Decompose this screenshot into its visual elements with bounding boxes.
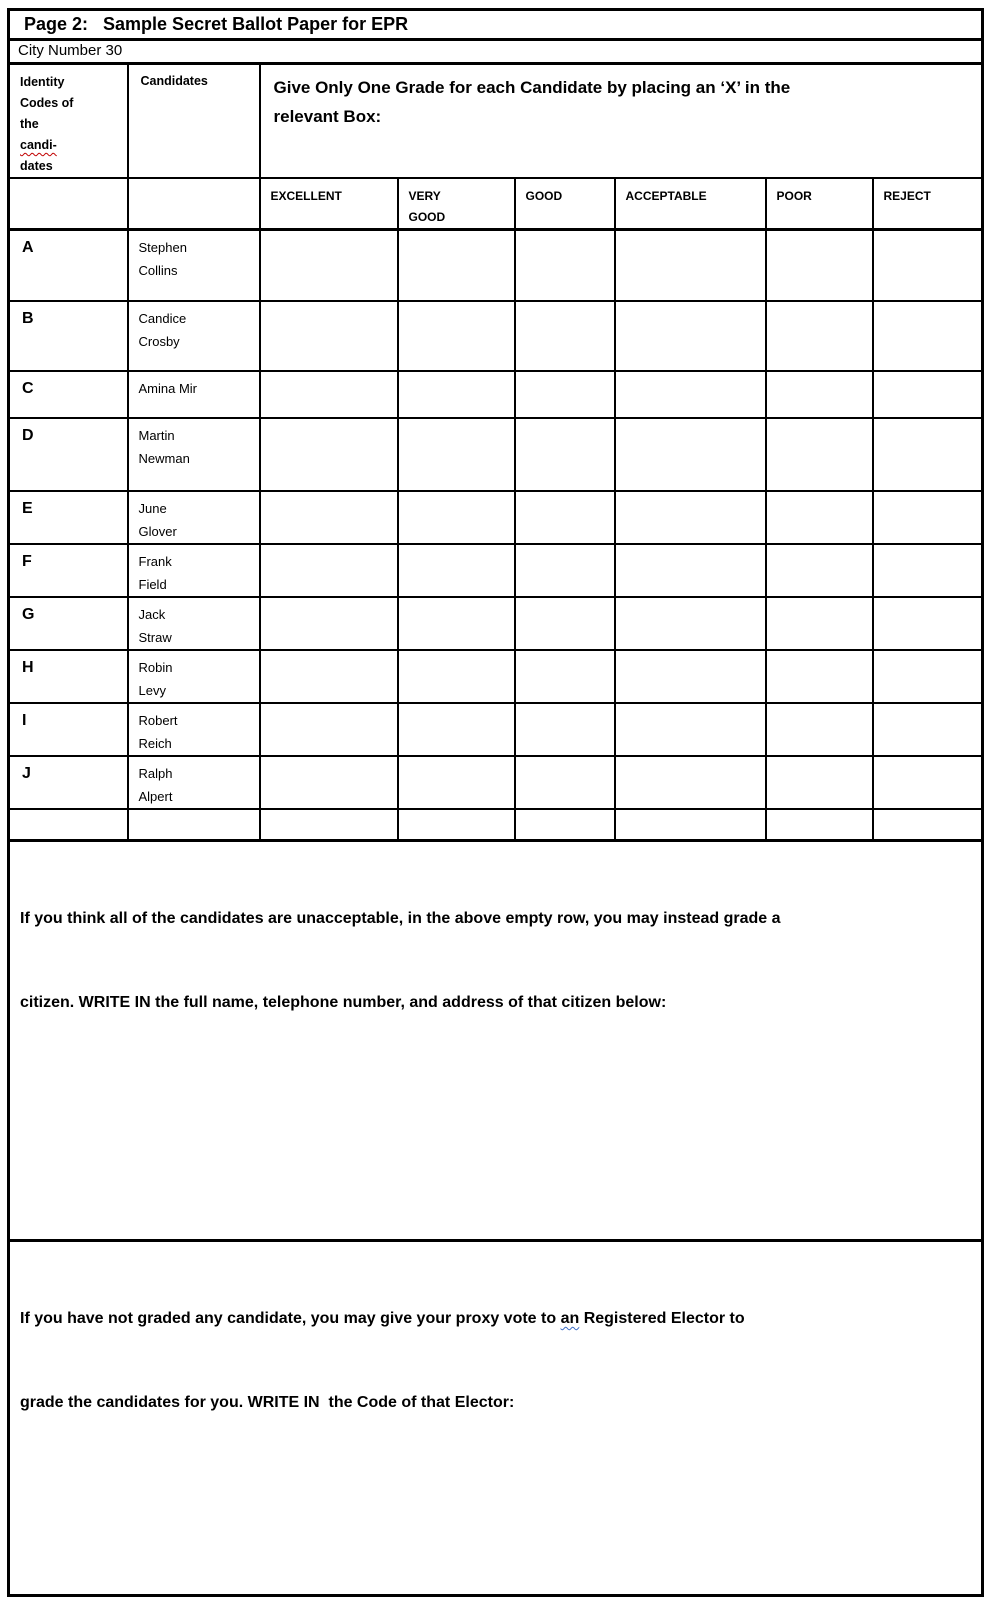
grade-header-reject: REJECT: [873, 178, 983, 230]
proxy-instruction-line1: If you have not graded any candidate, you may give your proxy vote to an Registered Elector to: [20, 1310, 745, 1327]
grade-box[interactable]: [766, 650, 873, 703]
candidate-name: June Glover: [128, 491, 260, 544]
grade-box[interactable]: [766, 301, 873, 371]
candidate-row: [9, 650, 983, 703]
grade-box[interactable]: [766, 597, 873, 650]
candidate-code: G: [9, 597, 128, 650]
candidate-row: [9, 371, 983, 418]
candidate-code: H: [9, 650, 128, 703]
identity-codes-header: [9, 64, 128, 179]
grade-box[interactable]: [873, 809, 983, 841]
proxy-instruction-line2: grade the candidates for you. WRITE IN the Code of that Elector:: [20, 1394, 515, 1411]
grade-box[interactable]: [398, 809, 515, 841]
citizen-write-in-section: [9, 841, 983, 1241]
grade-box[interactable]: [766, 418, 873, 491]
candidate-row: [9, 230, 983, 301]
identity-column-spacer: [9, 178, 128, 230]
grade-box[interactable]: [260, 756, 398, 809]
candidate-name: Robert Reich: [128, 703, 260, 756]
grade-box[interactable]: [615, 491, 766, 544]
grade-box[interactable]: [515, 809, 615, 841]
candidate-name: Jack Straw: [128, 597, 260, 650]
candidate-code: B: [9, 301, 128, 371]
grade-box[interactable]: [515, 650, 615, 703]
candidate-name: Ralph Alpert: [128, 756, 260, 809]
candidate-name: Frank Field: [128, 544, 260, 597]
grade-box[interactable]: [260, 597, 398, 650]
grading-instruction-line2: relevant Box:: [273, 107, 382, 126]
grade-box[interactable]: [515, 230, 615, 301]
grade-box[interactable]: [873, 230, 983, 301]
grade-box[interactable]: [398, 544, 515, 597]
candidate-row: [9, 703, 983, 756]
grade-header-poor: POOR: [766, 178, 873, 230]
grade-box[interactable]: [615, 650, 766, 703]
grade-box[interactable]: [873, 756, 983, 809]
grade-box[interactable]: [766, 371, 873, 418]
grade-box[interactable]: [873, 597, 983, 650]
candidate-code: A: [9, 230, 128, 301]
grade-box[interactable]: [615, 371, 766, 418]
identity-header-line: the: [20, 117, 39, 131]
grade-box[interactable]: [615, 756, 766, 809]
candidate-row: [9, 491, 983, 544]
grade-box[interactable]: [766, 544, 873, 597]
grade-box[interactable]: [260, 230, 398, 301]
city-number: City Number 30: [9, 40, 983, 64]
candidate-row: [9, 301, 983, 371]
grade-box[interactable]: [873, 491, 983, 544]
grade-box[interactable]: [615, 230, 766, 301]
candidate-code: C: [9, 371, 128, 418]
candidate-code: D: [9, 418, 128, 491]
candidate-code: E: [9, 491, 128, 544]
grade-box[interactable]: [766, 703, 873, 756]
candidate-name: Stephen Collins: [128, 230, 260, 301]
grade-box[interactable]: [615, 703, 766, 756]
grade-box[interactable]: [260, 371, 398, 418]
grade-box[interactable]: [398, 230, 515, 301]
misspelled-word: candi-: [20, 138, 57, 152]
grade-box[interactable]: [260, 650, 398, 703]
grade-box[interactable]: [515, 597, 615, 650]
citizen-instruction-line2: citizen. WRITE IN the full name, telephone number, and address of that citizen below:: [20, 994, 667, 1011]
grade-header-excellent: EXCELLENT: [260, 178, 398, 230]
grade-box[interactable]: [873, 650, 983, 703]
grading-instruction-line1: Give Only One Grade for each Candidate by placing an ‘X’ in the: [273, 78, 791, 97]
candidate-code: I: [9, 703, 128, 756]
candidate-code: F: [9, 544, 128, 597]
write-in-citizen-row: [9, 809, 983, 841]
identity-header-line: Identity: [20, 75, 65, 89]
identity-header-line: [20, 135, 123, 156]
grade-box[interactable]: [260, 544, 398, 597]
grade-box[interactable]: [766, 491, 873, 544]
grade-box[interactable]: [615, 597, 766, 650]
candidate-name: Martin Newman: [128, 418, 260, 491]
grade-box[interactable]: [260, 809, 398, 841]
grade-box[interactable]: [398, 756, 515, 809]
grade-box[interactable]: [515, 371, 615, 418]
grade-box[interactable]: [766, 809, 873, 841]
grade-box[interactable]: [398, 418, 515, 491]
grade-box[interactable]: [515, 703, 615, 756]
identity-header-line: Codes of: [20, 96, 74, 110]
grade-box[interactable]: [398, 371, 515, 418]
grade-header-acceptable: ACCEPTABLE: [615, 178, 766, 230]
grade-box[interactable]: [873, 703, 983, 756]
grade-box[interactable]: [873, 301, 983, 371]
grade-box[interactable]: [766, 756, 873, 809]
candidate-code: J: [9, 756, 128, 809]
citizen-instruction-line1: If you think all of the candidates are unacceptable, in the above empty row, you may instead grade a: [20, 910, 781, 927]
candidate-row: [9, 756, 983, 809]
grade-header-good: GOOD: [515, 178, 615, 230]
grade-box[interactable]: [615, 809, 766, 841]
grade-box[interactable]: [398, 301, 515, 371]
grade-box[interactable]: [615, 544, 766, 597]
write-in-code-cell[interactable]: [9, 809, 128, 841]
grade-box[interactable]: [515, 418, 615, 491]
grade-box[interactable]: [398, 650, 515, 703]
candidate-name: Robin Levy: [128, 650, 260, 703]
grading-instruction: [260, 64, 983, 179]
candidate-name: Amina Mir: [128, 371, 260, 418]
citizen-write-in-area[interactable]: [20, 1073, 971, 1183]
candidate-row: [9, 597, 983, 650]
grade-box[interactable]: [398, 491, 515, 544]
ballot-sheet: [7, 8, 984, 1597]
grade-box[interactable]: [260, 703, 398, 756]
grade-box[interactable]: [398, 597, 515, 650]
grade-box[interactable]: [398, 703, 515, 756]
grade-box[interactable]: [515, 301, 615, 371]
identity-header-line: dates: [20, 159, 53, 173]
grade-box[interactable]: [873, 418, 983, 491]
page-title: Page 2: Sample Secret Ballot Paper for EPR: [9, 10, 983, 40]
grade-box[interactable]: [260, 418, 398, 491]
grade-box[interactable]: [260, 491, 398, 544]
candidates-header: Candidates: [128, 64, 260, 179]
grade-box[interactable]: [873, 371, 983, 418]
grade-box[interactable]: [615, 301, 766, 371]
grade-box[interactable]: [515, 544, 615, 597]
grade-box[interactable]: [615, 418, 766, 491]
write-in-name-cell[interactable]: [128, 809, 260, 841]
grade-box[interactable]: [766, 230, 873, 301]
candidate-row: [9, 418, 983, 491]
proxy-write-in-section: [9, 1241, 983, 1596]
grammar-flagged-word: an: [560, 1310, 580, 1327]
ballot-table: [7, 8, 984, 1597]
candidate-name: Candice Crosby: [128, 301, 260, 371]
grade-box[interactable]: [260, 301, 398, 371]
grade-box[interactable]: [515, 756, 615, 809]
grade-box[interactable]: [515, 491, 615, 544]
candidates-column-spacer: [128, 178, 260, 230]
candidate-row: [9, 544, 983, 597]
grade-header-very-good: VERY GOOD: [398, 178, 515, 230]
grade-box[interactable]: [873, 544, 983, 597]
proxy-write-in-area[interactable]: [20, 1473, 971, 1538]
